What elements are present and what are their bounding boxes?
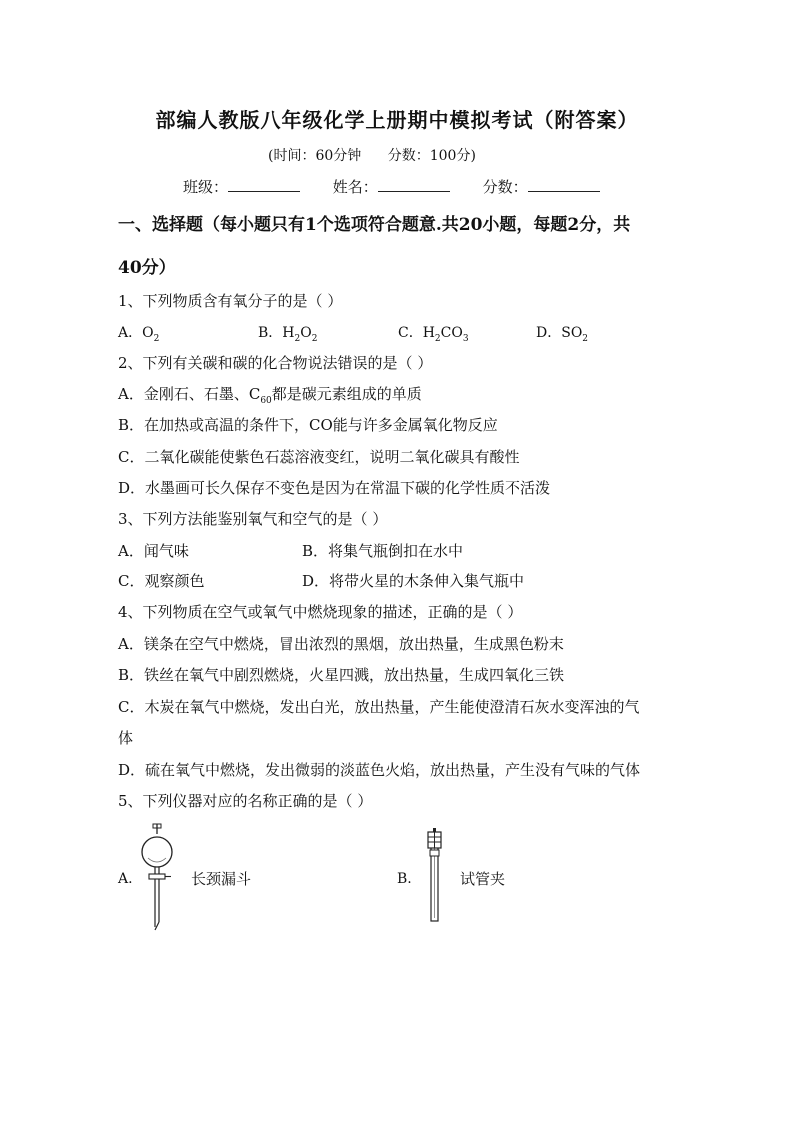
q3-option-d: D．将带火星的木条伸入集气瓶中	[302, 572, 525, 590]
q1-option-c: C．$H_2CO_3$	[398, 325, 469, 344]
q2-option-c: C．二氧化碳能使紫色石蕊溶液变红，说明二氧化碳具有酸性	[118, 448, 520, 466]
q1-stem: 1、下列物质含有氧分子的是（ ）	[118, 292, 343, 310]
q4-option-c-line2: 体	[118, 729, 134, 747]
score-field[interactable]	[483, 176, 600, 197]
q3-option-b: B．将集气瓶倒扣在水中	[302, 542, 464, 560]
q4-option-c-line1: C．木炭在氧气中燃烧，发出白光，放出热量，产生能使澄清石灰水变浑浊的气	[118, 698, 640, 716]
q2-option-a: A．金刚石、石墨、$C_{60}$都是碳元素组成的单质	[118, 385, 422, 406]
separatory-funnel-icon	[140, 822, 176, 932]
q5-option-b-letter: B.	[397, 871, 412, 887]
score-blank[interactable]	[528, 177, 600, 192]
class-blank[interactable]	[228, 177, 300, 192]
q1-option-b: B．$H_2O_2$	[258, 325, 318, 344]
q2-option-d: D．水墨画可长久保存不变色是因为在常温下碳的化学性质不活泼	[118, 479, 551, 497]
score-label: 分数：	[482, 178, 528, 196]
section-heading-line1: 一、选择题（每小题只有1个选项符合题意.共20小题，每题2分，共	[118, 215, 631, 235]
exam-total-score: 分数：100分)	[387, 148, 476, 164]
name-field[interactable]	[333, 176, 450, 197]
q5-option-b-name: 试管夹	[460, 870, 506, 888]
q4-option-b: B．铁丝在氧气中剧烈燃烧，火星四溅，放出热量，生成四氧化三铁	[118, 666, 565, 684]
q2-option-b: B．在加热或高温的条件下，CO能与许多金属氧化物反应	[118, 416, 498, 434]
q2-stem: 2、下列有关碳和碳的化合物说法错误的是（ ）	[118, 354, 433, 372]
q3-option-a: A．闻气味	[118, 542, 189, 560]
student-info-line	[183, 176, 628, 197]
page-title: 部编人教版八年级化学上册期中模拟考试（附答案）	[155, 108, 639, 132]
q5-stem: 5、下列仪器对应的名称正确的是（ ）	[118, 792, 373, 810]
q4-stem: 4、下列物质在空气或氧气中燃烧现象的描述，正确的是（ ）	[118, 603, 523, 621]
q1-option-a: A．$O_2$	[118, 325, 160, 344]
exam-time-score	[268, 145, 498, 165]
q3-stem: 3、下列方法能鉴别氧气和空气的是（ ）	[118, 510, 388, 528]
q5-option-a-letter: A.	[118, 871, 133, 887]
name-blank[interactable]	[378, 177, 450, 192]
test-tube-holder-icon	[420, 828, 450, 924]
exam-time: (时间：60分钟	[268, 148, 362, 164]
q4-option-a: A．镁条在空气中燃烧，冒出浓烈的黑烟，放出热量，生成黑色粉末	[118, 635, 564, 653]
section-heading-line2: 40分）	[118, 258, 176, 278]
q4-option-d: D．硫在氧气中燃烧，发出微弱的淡蓝色火焰，放出热量，产生没有气味的气体	[118, 761, 641, 779]
q1-option-d: D．$SO_2$	[536, 325, 589, 344]
q3-option-c: C．观察颜色	[118, 572, 205, 590]
class-field[interactable]	[183, 176, 300, 197]
class-label: 班级：	[183, 178, 229, 196]
q5-option-a-name: 长颈漏斗	[191, 870, 252, 888]
name-label: 姓名：	[332, 178, 378, 196]
